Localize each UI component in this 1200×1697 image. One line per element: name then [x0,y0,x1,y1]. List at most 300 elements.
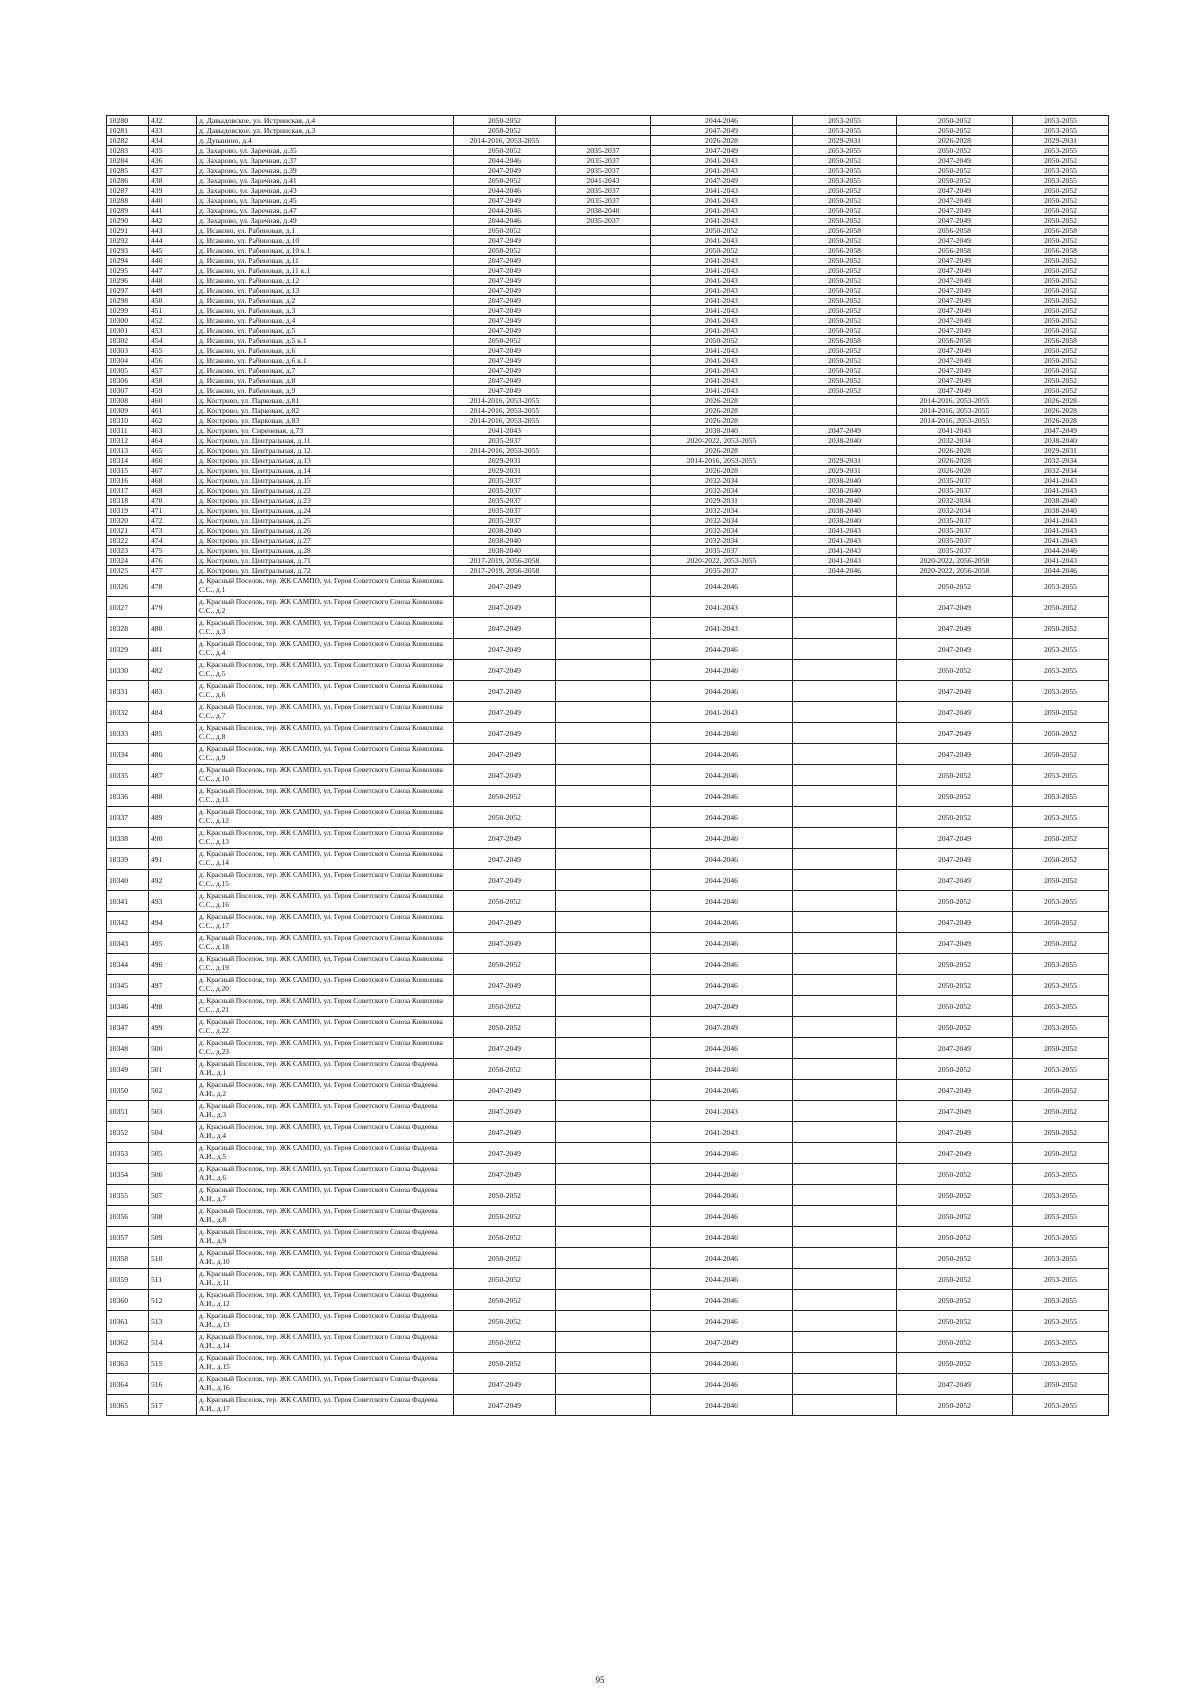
cell-period-6: 2053-2055 [1013,576,1109,597]
cell-period-1: 2047-2049 [454,1122,556,1143]
cell-period-5: 2056-2058 [897,226,1013,236]
cell-period-5: 2032-2034 [897,496,1013,506]
cell-period-4 [793,446,897,456]
cell-address: д. Красный Поселок, тер. ЖК САМПО, ул. Героя Советского Союза Фадеева А.И., д.8 [197,1206,454,1227]
cell-period-6: 2050-2052 [1013,306,1109,316]
cell-address: д. Исаково, ул. Рабиновая, д.4 [197,316,454,326]
cell-item-number: 500 [149,1038,197,1059]
cell-period-5: 2047-2049 [897,386,1013,396]
cell-address: д. Красный Поселок, тер. ЖК САМПО, ул. Героя Советского Союза Конюхова С.С., д.3 [197,618,454,639]
cell-address: д. Дуванино, д.4 [197,136,454,146]
cell-period-4 [793,1269,897,1290]
cell-row-number: 10339 [107,849,149,870]
cell-row-number: 10304 [107,356,149,366]
cell-address: д. Давыдовское, ул. Истринская, д.4 [197,116,454,126]
cell-address: д. Красный Поселок, тер. ЖК САМПО, ул. Героя Советского Союза Конюхова С.С., д.5 [197,660,454,681]
cell-period-1: 2050-2052 [454,786,556,807]
cell-period-3: 2044-2046 [651,576,793,597]
cell-period-3: 2041-2043 [651,276,793,286]
cell-row-number: 10280 [107,116,149,126]
table-row [107,126,1109,136]
cell-row-number: 10331 [107,681,149,702]
cell-period-5: 2047-2049 [897,366,1013,376]
cell-item-number: 456 [149,356,197,366]
cell-period-1: 2050-2052 [454,1269,556,1290]
cell-period-4 [793,786,897,807]
cell-period-5: 2050-2052 [897,891,1013,912]
table-row [107,1164,1109,1185]
cell-period-1: 2014-2016, 2053-2055 [454,406,556,416]
table-row [107,296,1109,306]
cell-period-5: 2047-2049 [897,702,1013,723]
cell-period-6: 2053-2055 [1013,1269,1109,1290]
cell-period-4 [793,416,897,426]
table-row [107,723,1109,744]
table-row [107,516,1109,526]
cell-period-4: 2053-2055 [793,166,897,176]
table-row [107,116,1109,126]
cell-address: д. Красный Поселок, тер. ЖК САМПО, ул. Героя Советского Союза Конюхова С.С., д.23 [197,1038,454,1059]
cell-address: д. Исаково, ул. Рабиновая, д.5 [197,326,454,336]
cell-period-6: 2041-2043 [1013,476,1109,486]
cell-period-5: 2047-2049 [897,346,1013,356]
cell-row-number: 10305 [107,366,149,376]
cell-item-number: 452 [149,316,197,326]
cell-period-5: 2047-2049 [897,216,1013,226]
cell-period-5: 2050-2052 [897,1269,1013,1290]
cell-period-5: 2047-2049 [897,597,1013,618]
cell-period-1: 2017-2019, 2056-2058 [454,556,556,566]
cell-period-1: 2047-2049 [454,660,556,681]
cell-item-number: 502 [149,1080,197,1101]
cell-period-4: 2038-2040 [793,486,897,496]
cell-item-number: 514 [149,1332,197,1353]
table-row [107,386,1109,396]
cell-row-number: 10324 [107,556,149,566]
cell-period-2 [556,236,651,246]
cell-period-4: 2050-2052 [793,386,897,396]
cell-period-6: 2050-2052 [1013,186,1109,196]
cell-period-6: 2053-2055 [1013,660,1109,681]
cell-period-5: 2047-2049 [897,1374,1013,1395]
cell-period-4 [793,891,897,912]
cell-item-number: 499 [149,1017,197,1038]
cell-row-number: 10299 [107,306,149,316]
table-row [107,236,1109,246]
cell-period-3: 2041-2043 [651,1122,793,1143]
cell-period-4 [793,702,897,723]
cell-period-1: 2050-2052 [454,1227,556,1248]
cell-period-3: 2029-2031 [651,496,793,506]
cell-period-3: 2041-2043 [651,166,793,176]
cell-period-2 [556,1395,651,1416]
cell-period-6: 2050-2052 [1013,386,1109,396]
cell-period-6: 2050-2052 [1013,356,1109,366]
table-row [107,1290,1109,1311]
cell-period-6: 2053-2055 [1013,116,1109,126]
table-row [107,1059,1109,1080]
cell-address: д. Исаково, ул. Рабиновая, д.10 [197,236,454,246]
cell-period-6: 2053-2055 [1013,1185,1109,1206]
cell-period-4: 2050-2052 [793,346,897,356]
cell-item-number: 507 [149,1185,197,1206]
cell-period-5: 2050-2052 [897,576,1013,597]
cell-period-1: 2044-2046 [454,216,556,226]
table-row [107,266,1109,276]
cell-item-number: 454 [149,336,197,346]
cell-period-2 [556,456,651,466]
cell-period-5: 2032-2034 [897,506,1013,516]
cell-period-4 [793,681,897,702]
cell-period-5: 2020-2022, 2056-2058 [897,556,1013,566]
cell-address: д. Красный Поселок, тер. ЖК САМПО, ул. Героя Советского Союза Фадеева А.И., д.3 [197,1101,454,1122]
cell-row-number: 10301 [107,326,149,336]
cell-address: д. Красный Поселок, тер. ЖК САМПО, ул. Героя Советского Союза Конюхова С.С., д.8 [197,723,454,744]
cell-period-5: 2050-2052 [897,1395,1013,1416]
cell-item-number: 481 [149,639,197,660]
cell-period-4 [793,1185,897,1206]
cell-row-number: 10338 [107,828,149,849]
cell-period-4 [793,576,897,597]
cell-period-6: 2041-2043 [1013,486,1109,496]
cell-item-number: 449 [149,286,197,296]
cell-period-6: 2053-2055 [1013,1311,1109,1332]
table-row [107,156,1109,166]
cell-period-2 [556,486,651,496]
table-row [107,466,1109,476]
cell-period-6: 2050-2052 [1013,1122,1109,1143]
cell-period-6: 2053-2055 [1013,176,1109,186]
cell-period-6: 2050-2052 [1013,316,1109,326]
cell-period-3: 2044-2046 [651,1311,793,1332]
table-row [107,1101,1109,1122]
cell-period-5: 2047-2049 [897,828,1013,849]
cell-row-number: 10342 [107,912,149,933]
cell-period-4 [793,1164,897,1185]
cell-period-2 [556,912,651,933]
cell-period-4: 2050-2052 [793,266,897,276]
cell-period-1: 2050-2052 [454,996,556,1017]
cell-period-1: 2047-2049 [454,296,556,306]
cell-item-number: 460 [149,396,197,406]
cell-period-6: 2050-2052 [1013,196,1109,206]
cell-period-6: 2050-2052 [1013,1038,1109,1059]
cell-period-1: 2035-2037 [454,486,556,496]
cell-period-1: 2047-2049 [454,166,556,176]
cell-period-4: 2029-2031 [793,466,897,476]
cell-row-number: 10293 [107,246,149,256]
cell-period-3: 2041-2043 [651,236,793,246]
cell-period-2 [556,1269,651,1290]
cell-item-number: 435 [149,146,197,156]
cell-address: д. Исаково, ул. Рабиновая, д.11 к.1 [197,266,454,276]
cell-period-5: 2047-2049 [897,186,1013,196]
table-row [107,456,1109,466]
cell-period-5: 2050-2052 [897,1353,1013,1374]
cell-period-2 [556,660,651,681]
cell-address: д. Кострово, ул. Центральная, д.71 [197,556,454,566]
cell-row-number: 10358 [107,1248,149,1269]
cell-period-4 [793,396,897,406]
cell-row-number: 10347 [107,1017,149,1038]
cell-item-number: 433 [149,126,197,136]
cell-address: д. Красный Поселок, тер. ЖК САМПО, ул. Героя Советского Союза Конюхова С.С., д.16 [197,891,454,912]
cell-period-1: 2047-2049 [454,576,556,597]
cell-item-number: 486 [149,744,197,765]
cell-period-3: 2047-2049 [651,1017,793,1038]
cell-period-3: 2041-2043 [651,266,793,276]
cell-period-1: 2050-2052 [454,1185,556,1206]
cell-period-5: 2047-2049 [897,870,1013,891]
cell-row-number: 10328 [107,618,149,639]
cell-period-2: 2035-2037 [556,156,651,166]
cell-row-number: 10334 [107,744,149,765]
table-row [107,256,1109,266]
table-row [107,1311,1109,1332]
cell-item-number: 489 [149,807,197,828]
table-row [107,426,1109,436]
cell-row-number: 10289 [107,206,149,216]
cell-row-number: 10325 [107,566,149,576]
cell-period-2 [556,1038,651,1059]
cell-row-number: 10321 [107,526,149,536]
cell-item-number: 437 [149,166,197,176]
cell-period-3: 2032-2034 [651,486,793,496]
cell-address: д. Красный Поселок, тер. ЖК САМПО, ул. Героя Советского Союза Фадеева А.И., д.17 [197,1395,454,1416]
cell-period-4: 2056-2058 [793,226,897,236]
cell-period-3: 2026-2028 [651,396,793,406]
cell-address: д. Красный Поселок, тер. ЖК САМПО, ул. Героя Советского Союза Фадеева А.И., д.14 [197,1332,454,1353]
cell-period-5: 2047-2049 [897,326,1013,336]
cell-period-3: 2026-2028 [651,466,793,476]
cell-period-3: 2041-2043 [651,376,793,386]
cell-item-number: 474 [149,536,197,546]
cell-address: д. Исаково, ул. Рабиновая, д.9 [197,386,454,396]
cell-period-3: 2041-2043 [651,186,793,196]
table-row [107,975,1109,996]
cell-address: д. Красный Поселок, тер. ЖК САМПО, ул. Героя Советского Союза Конюхова С.С., д.13 [197,828,454,849]
cell-period-6: 2053-2055 [1013,166,1109,176]
table-row [107,1374,1109,1395]
cell-item-number: 446 [149,256,197,266]
cell-period-2 [556,576,651,597]
cell-address: д. Красный Поселок, тер. ЖК САМПО, ул. Героя Советского Союза Конюхова С.С., д.9 [197,744,454,765]
cell-address: д. Красный Поселок, тер. ЖК САМПО, ул. Героя Советского Союза Конюхова С.С., д.2 [197,597,454,618]
cell-item-number: 485 [149,723,197,744]
cell-period-5: 2014-2016, 2053-2055 [897,406,1013,416]
cell-period-3: 2044-2046 [651,1038,793,1059]
table-row [107,681,1109,702]
cell-item-number: 458 [149,376,197,386]
schedule-table [106,115,1109,1416]
cell-period-4 [793,1080,897,1101]
table-row [107,416,1109,426]
cell-period-2 [556,526,651,536]
table-row [107,136,1109,146]
cell-period-3: 2032-2034 [651,476,793,486]
cell-address: д. Красный Поселок, тер. ЖК САМПО, ул. Героя Советского Союза Конюхова С.С., д.4 [197,639,454,660]
cell-item-number: 439 [149,186,197,196]
cell-period-2 [556,1185,651,1206]
cell-row-number: 10309 [107,406,149,416]
cell-item-number: 505 [149,1143,197,1164]
cell-period-3: 2044-2046 [651,723,793,744]
cell-period-1: 2050-2052 [454,246,556,256]
cell-period-1: 2014-2016, 2053-2055 [454,416,556,426]
cell-period-2 [556,1017,651,1038]
cell-period-6: 2053-2055 [1013,1227,1109,1248]
table-row [107,486,1109,496]
cell-period-3: 2041-2043 [651,1101,793,1122]
cell-period-3: 2044-2046 [651,1143,793,1164]
cell-period-3: 2041-2043 [651,216,793,226]
cell-address: д. Красный Поселок, тер. ЖК САМПО, ул. Героя Советского Союза Фадеева А.И., д.10 [197,1248,454,1269]
cell-row-number: 10283 [107,146,149,156]
cell-period-6: 2053-2055 [1013,1206,1109,1227]
cell-period-3: 2044-2046 [651,765,793,786]
cell-address: д. Красный Поселок, тер. ЖК САМПО, ул. Героя Советского Союза Фадеева А.И., д.9 [197,1227,454,1248]
cell-period-2 [556,276,651,286]
cell-row-number: 10349 [107,1059,149,1080]
cell-period-6: 2050-2052 [1013,156,1109,166]
cell-address: д. Захарово, ул. Заречная, д.37 [197,156,454,166]
cell-period-6: 2053-2055 [1013,146,1109,156]
cell-address: д. Кострово, ул. Центральная, д.72 [197,566,454,576]
cell-address: д. Исаково, ул. Рабиновая, д.10 к.1 [197,246,454,256]
cell-period-5: 2014-2016, 2053-2055 [897,416,1013,426]
cell-period-6: 2050-2052 [1013,912,1109,933]
cell-period-1: 2047-2049 [454,386,556,396]
cell-period-4 [793,1311,897,1332]
cell-address: д. Красный Поселок, тер. ЖК САМПО, ул. Героя Советского Союза Конюхова С.С., д.7 [197,702,454,723]
cell-period-2 [556,1206,651,1227]
cell-period-2 [556,226,651,236]
table-row [107,366,1109,376]
cell-period-5: 2047-2049 [897,156,1013,166]
cell-item-number: 455 [149,346,197,356]
cell-period-1: 2050-2052 [454,891,556,912]
cell-period-3: 2041-2043 [651,356,793,366]
cell-period-6: 2050-2052 [1013,828,1109,849]
table-row [107,597,1109,618]
cell-period-4 [793,1332,897,1353]
cell-period-2: 2035-2037 [556,166,651,176]
cell-period-5: 2047-2049 [897,1143,1013,1164]
cell-period-5: 2050-2052 [897,126,1013,136]
cell-period-2 [556,246,651,256]
cell-item-number: 464 [149,436,197,446]
cell-period-4 [793,1374,897,1395]
cell-period-4 [793,828,897,849]
cell-period-1: 2050-2052 [454,954,556,975]
cell-period-5: 2050-2052 [897,660,1013,681]
cell-period-5: 2050-2052 [897,1248,1013,1269]
cell-period-5: 2047-2049 [897,618,1013,639]
cell-period-3: 2044-2046 [651,891,793,912]
table-row [107,1017,1109,1038]
cell-row-number: 10306 [107,376,149,386]
cell-period-3: 2041-2043 [651,256,793,266]
cell-row-number: 10354 [107,1164,149,1185]
table-row [107,1122,1109,1143]
cell-period-5: 2026-2028 [897,446,1013,456]
cell-period-4: 2053-2055 [793,116,897,126]
cell-period-2 [556,1248,651,1269]
cell-period-6: 2050-2052 [1013,206,1109,216]
cell-period-4 [793,807,897,828]
cell-period-3: 2047-2049 [651,146,793,156]
cell-period-2 [556,807,651,828]
cell-address: д. Исаково, ул. Рабиновая, д.8 [197,376,454,386]
cell-period-3: 2044-2046 [651,933,793,954]
cell-period-5: 2041-2043 [897,426,1013,436]
cell-address: д. Захарово, ул. Заречная, д.49 [197,216,454,226]
cell-period-3: 2044-2046 [651,849,793,870]
cell-period-5: 2056-2058 [897,336,1013,346]
table-row [107,807,1109,828]
cell-address: д. Кострово, ул. Парковая, д.82 [197,406,454,416]
table-row [107,356,1109,366]
cell-period-1: 2047-2049 [454,1101,556,1122]
cell-period-6: 2053-2055 [1013,996,1109,1017]
cell-period-5: 2047-2049 [897,681,1013,702]
cell-row-number: 10344 [107,954,149,975]
cell-period-3: 2044-2046 [651,786,793,807]
cell-period-3: 2044-2046 [651,116,793,126]
cell-period-3: 2041-2043 [651,316,793,326]
cell-period-5: 2050-2052 [897,166,1013,176]
cell-period-6: 2056-2058 [1013,246,1109,256]
cell-period-4 [793,597,897,618]
cell-period-1: 2047-2049 [454,266,556,276]
cell-period-3: 2044-2046 [651,1227,793,1248]
cell-period-3: 2050-2052 [651,336,793,346]
cell-address: д. Исаково, ул. Рабиновая, д.6 к.1 [197,356,454,366]
table-row [107,870,1109,891]
table-row [107,1206,1109,1227]
cell-period-5: 2050-2052 [897,1059,1013,1080]
table-row [107,446,1109,456]
cell-period-3: 2041-2043 [651,618,793,639]
table-row [107,196,1109,206]
cell-address: д. Красный Поселок, тер. ЖК САМПО, ул. Героя Советского Союза Конюхова С.С., д.19 [197,954,454,975]
cell-address: д. Кострово, ул. Парковая, д.83 [197,416,454,426]
table-row [107,346,1109,356]
cell-item-number: 448 [149,276,197,286]
cell-period-2 [556,1080,651,1101]
cell-period-1: 2047-2049 [454,256,556,266]
cell-period-6: 2053-2055 [1013,1332,1109,1353]
cell-period-1: 2044-2046 [454,206,556,216]
cell-period-1: 2050-2052 [454,126,556,136]
cell-period-2 [556,406,651,416]
table-row [107,406,1109,416]
cell-row-number: 10352 [107,1122,149,1143]
cell-period-5: 2050-2052 [897,1332,1013,1353]
table-row [107,306,1109,316]
cell-period-2 [556,426,651,436]
cell-period-1: 2050-2052 [454,807,556,828]
cell-address: д. Красный Поселок, тер. ЖК САМПО, ул. Героя Советского Союза Конюхова С.С., д.17 [197,912,454,933]
cell-period-4 [793,723,897,744]
cell-period-3: 2044-2046 [651,870,793,891]
cell-period-1: 2047-2049 [454,326,556,336]
cell-row-number: 10330 [107,660,149,681]
cell-item-number: 487 [149,765,197,786]
cell-period-1: 2014-2016, 2053-2055 [454,446,556,456]
cell-period-2 [556,316,651,326]
cell-address: д. Кострово, ул. Центральная, д.26 [197,526,454,536]
